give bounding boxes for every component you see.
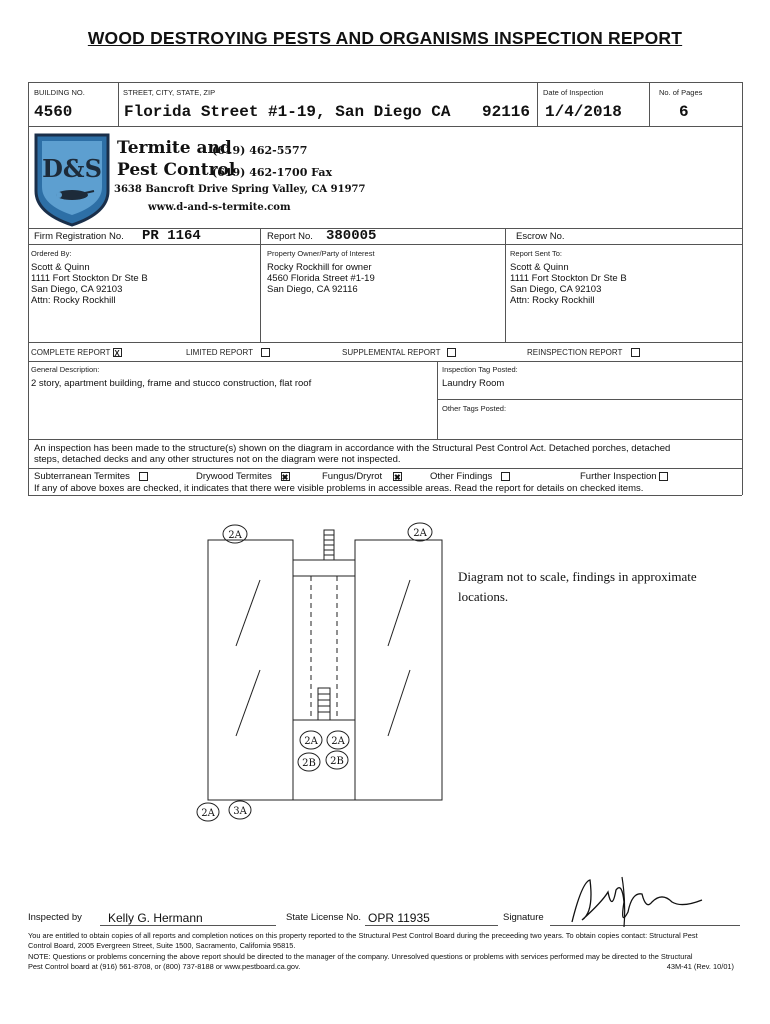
other-tags-label: Other Tags Posted:: [442, 404, 507, 413]
firm-registration-label: Firm Registration No.: [34, 231, 124, 242]
notice-line: Control Board, 2005 Evergreen Street, Suite 1500, Sacramento, California 95815.: [28, 940, 296, 950]
reinspection-report-option: REINSPECTION REPORT: [527, 348, 640, 357]
zip-code: 92116: [482, 103, 531, 121]
limited-report-checkbox[interactable]: [261, 348, 270, 357]
sent-to-line: 1111 Fort Stockton Dr Ste B: [510, 273, 627, 284]
diagram-label: 3A: [233, 806, 247, 817]
building-no: 4560: [34, 103, 73, 121]
inspection-statement-line1: An inspection has been made to the structure(s) shown on the diagram in accordance with the Structural Pest Control Act. Detached porches, detached: [34, 443, 671, 454]
inspector-signature: [562, 872, 712, 932]
diagram-note-line1: Diagram not to scale, findings in approximate: [458, 569, 697, 584]
ordered-by-line: 1111 Fort Stockton Dr Ste B: [31, 273, 148, 284]
license-number: OPR 11935: [368, 911, 430, 925]
company-phone: (619) 462-5577: [212, 144, 308, 157]
diagram-label: 2A: [201, 808, 215, 819]
street-label: STREET, CITY, STATE, ZIP: [123, 88, 216, 97]
diagram-label: 2A: [304, 736, 318, 747]
sent-to-label: Report Sent To:: [510, 249, 562, 258]
diagram-label: 2A: [331, 736, 345, 747]
report-no: 380005: [326, 228, 377, 244]
subterranean-checkbox[interactable]: [139, 472, 148, 481]
company-name-line2: Pest Control: [117, 160, 236, 180]
ordered-by-label: Ordered By:: [31, 249, 72, 258]
inspection-statement-line2: steps, detached decks and any other structures not on the diagram were not inspected.: [34, 454, 401, 465]
findings-note: If any of above boxes are checked, it indicates that there were visible problems in accessible areas. Read the report for details on checked items.: [34, 483, 644, 494]
company-fax: (619) 462-1700 Fax: [212, 166, 333, 179]
inspection-tag-value: Laundry Room: [442, 378, 505, 389]
company-website: www.d-and-s-termite.com: [148, 202, 291, 213]
drywood-checkbox[interactable]: ✖: [281, 472, 289, 482]
owner-block: [267, 262, 375, 295]
diagram-label: 2A: [413, 528, 427, 539]
date-label: Date of Inspection: [543, 88, 604, 97]
complete-report-option: COMPLETE REPORT X: [31, 348, 120, 359]
form-number: 43M-41 (Rev. 10/01): [666, 961, 734, 971]
fungus-option: Fungus/Dryrot ✖: [322, 471, 401, 482]
street-address: Florida Street #1-19, San Diego CA: [124, 103, 451, 121]
sent-to-block: [510, 262, 627, 306]
logo-text: D&S: [42, 154, 102, 183]
notice-line: NOTE: Questions or problems concerning the above report should be directed to the manager of the company. Unresolved questions or problems with services performed may be directed to the Structural: [28, 952, 693, 961]
diagram-label: 2B: [330, 756, 344, 767]
signature-label: Signature: [503, 912, 544, 923]
company-name-line1: Termite and: [117, 138, 232, 158]
building-diagram: [0, 500, 770, 840]
company-logo: [32, 131, 112, 227]
other-findings-checkbox[interactable]: [501, 472, 510, 481]
license-label: State License No.: [286, 912, 361, 923]
footer-notice: [28, 931, 742, 971]
reinspection-report-checkbox[interactable]: [631, 348, 640, 357]
ordered-by-line: San Diego, CA 92103: [31, 284, 123, 295]
owner-line: San Diego, CA 92116: [267, 284, 358, 295]
company-address: 3638 Bancroft Drive Spring Valley, CA 91977: [114, 184, 366, 195]
further-inspection-option: Further Inspection: [580, 471, 668, 482]
notice-line: You are entitled to obtain copies of all reports and completion notices on this property reported to the Structural Pest Control Board during the preceeding two years. To obtain copies contact: Structural Pest: [28, 931, 698, 940]
further-inspection-checkbox[interactable]: [659, 472, 668, 481]
owner-line: Rocky Rockhill for owner: [267, 262, 372, 273]
diagram-label: 2A: [228, 530, 242, 541]
notice-line: Pest Control board at (916) 561-8708, or (800) 737-8188 or www.pestboard.ca.gov.: [28, 961, 301, 971]
sent-to-line: Scott & Quinn: [510, 262, 569, 273]
escrow-no-label: Escrow No.: [516, 231, 565, 242]
general-description: 2 story, apartment building, frame and stucco construction, flat roof: [31, 378, 312, 389]
sent-to-line: Attn: Rocky Rockhill: [510, 295, 595, 306]
drywood-option: Drywood Termites ✖: [196, 471, 289, 482]
sent-to-line: San Diego, CA 92103: [510, 284, 602, 295]
report-no-label: Report No.: [267, 231, 313, 242]
ordered-by-line: Scott & Quinn: [31, 262, 90, 273]
subterranean-option: Subterranean Termites: [34, 471, 148, 482]
inspected-by-label: Inspected by: [28, 912, 82, 923]
general-description-label: General Description:: [31, 365, 100, 374]
limited-report-option: LIMITED REPORT: [186, 348, 270, 357]
diagram-label: 2B: [302, 758, 316, 769]
ordered-by-line: Attn: Rocky Rockhill: [31, 295, 116, 306]
supplemental-report-option: SUPPLEMENTAL REPORT: [342, 348, 456, 357]
firm-registration-no: PR 1164: [142, 228, 201, 244]
inspection-date: 1/4/2018: [545, 103, 622, 121]
pages-label: No. of Pages: [659, 88, 703, 97]
inspector-name: Kelly G. Hermann: [108, 911, 203, 925]
supplemental-report-checkbox[interactable]: [447, 348, 456, 357]
fungus-checkbox[interactable]: ✖: [393, 472, 401, 482]
diagram-note-line2: locations.: [458, 589, 509, 604]
report-title: WOOD DESTROYING PESTS AND ORGANISMS INSPECTION REPORT: [87, 28, 683, 48]
page-count: 6: [679, 103, 689, 121]
inspection-tag-label: Inspection Tag Posted:: [442, 365, 518, 374]
complete-report-checkbox[interactable]: X: [114, 349, 120, 359]
other-findings-option: Other Findings: [430, 471, 510, 482]
ordered-by-block: [31, 262, 148, 306]
building-no-label: BUILDING NO.: [34, 88, 85, 97]
owner-label: Property Owner/Party of Interest: [267, 249, 375, 258]
owner-line: 4560 Florida Street #1-19: [267, 273, 375, 284]
